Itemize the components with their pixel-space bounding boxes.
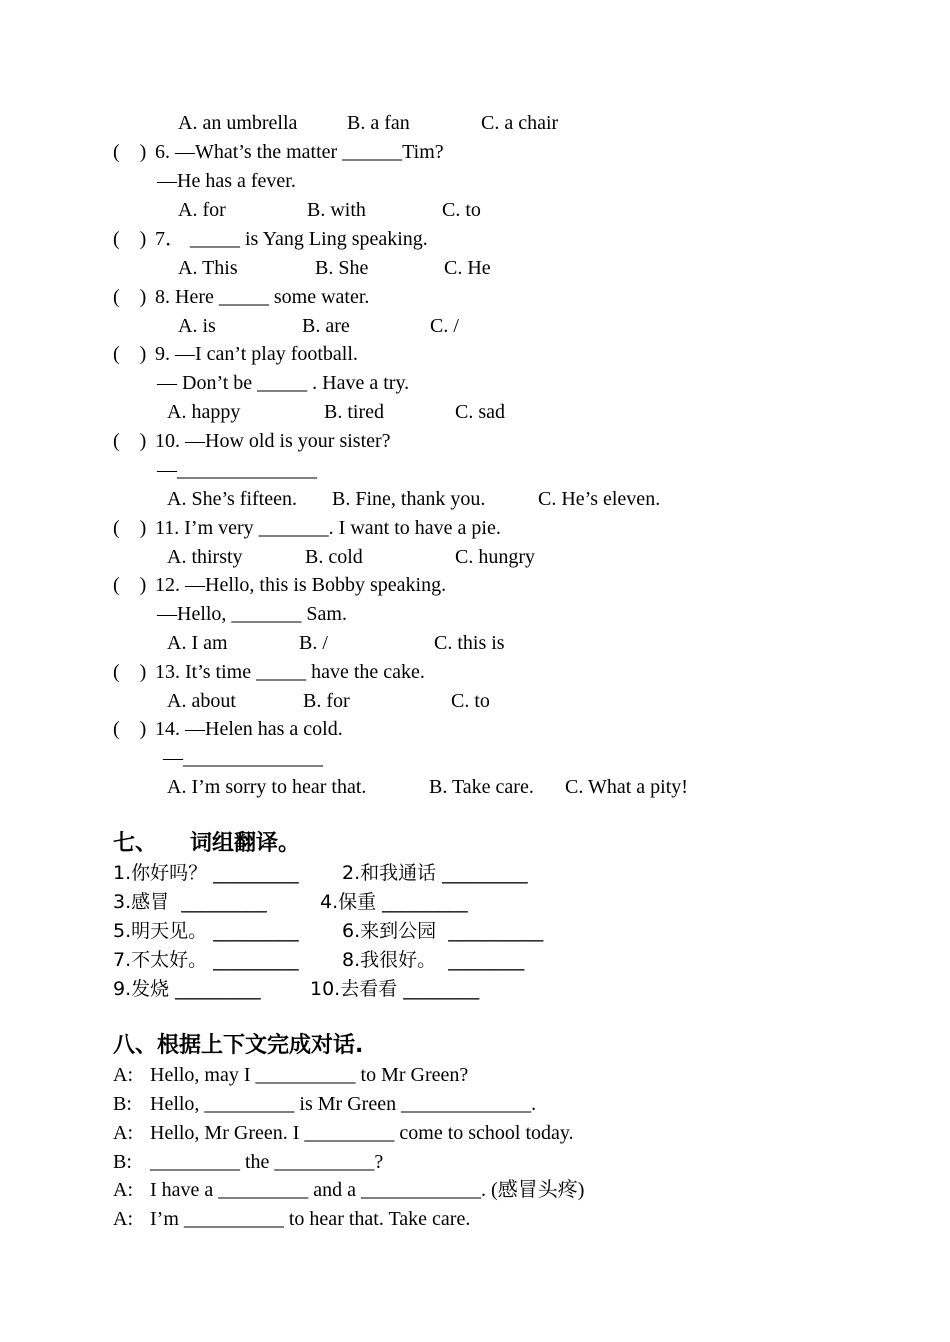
q13-option-c: C. to [451, 690, 490, 712]
q7-stem: 7． _____ is Yang Ling speaking. [155, 228, 428, 250]
q14-bracket: ( ) [113, 718, 147, 740]
dialogue-line-6: I’m __________ to hear that. Take care. [150, 1208, 471, 1230]
q11-stem: 11. I’m very _______. I want to have a pie. [155, 517, 501, 539]
q11-option-b: B. cold [305, 546, 363, 568]
q13-option-b: B. for [303, 690, 350, 712]
q14-option-a: A. I’m sorry to hear that. [167, 776, 367, 798]
q8-stem: 8. Here _____ some water. [155, 286, 370, 308]
translation-item-5: 5.明天见。 _________ [113, 920, 299, 942]
dialogue-line-1: Hello, may I __________ to Mr Green? [150, 1064, 469, 1086]
translation-item-6: 6.来到公园 __________ [342, 920, 544, 942]
q14-option-c: C. What a pity! [565, 776, 688, 798]
q7-bracket: ( ) [113, 228, 147, 250]
translation-item-8: 8.我很好。 ________ [342, 949, 525, 971]
q10-bracket: ( ) [113, 430, 147, 452]
translation-item-9: 9.发烧 _________ [113, 978, 261, 1000]
q12-option-c: C. this is [434, 632, 505, 654]
q9-option-c: C. sad [455, 401, 505, 423]
q7-option-c: C. He [444, 257, 491, 279]
dialogue-line-3: Hello, Mr Green. I _________ come to school today. [150, 1122, 574, 1144]
q12-bracket: ( ) [113, 574, 147, 596]
q9-bracket: ( ) [113, 343, 147, 365]
q10-option-a: A. She’s fifteen. [167, 488, 297, 510]
translation-item-7: 7.不太好。 _________ [113, 949, 299, 971]
dialogue-line-2: Hello, _________ is Mr Green _____________. [150, 1093, 537, 1115]
translation-item-1: 1.你好吗？ _________ [113, 862, 299, 884]
dialogue-speaker: A: [113, 1064, 133, 1086]
q11-option-c: C. hungry [455, 546, 535, 568]
q5-option-c: C. a chair [481, 112, 559, 134]
q8-option-b: B. are [302, 315, 350, 337]
q7-option-b: B. She [315, 257, 369, 279]
q12-line2: —Hello, _______ Sam. [157, 603, 347, 625]
q12-option-a: A. I am [167, 632, 228, 654]
dialogue-line-4: _________ the __________? [150, 1151, 384, 1173]
q14-stem: 14. —Helen has a cold. [155, 718, 343, 740]
dialogue-speaker: A: [113, 1208, 133, 1230]
q12-option-b: B. / [299, 632, 328, 654]
q12-stem: 12. —Hello, this is Bobby speaking. [155, 574, 447, 596]
q10-option-b: B. Fine, thank you. [332, 488, 486, 510]
q6-line2: —He has a fever. [157, 170, 296, 192]
q7-option-a: A. This [178, 257, 238, 279]
dialogue-speaker: A: [113, 1179, 133, 1201]
q5-option-b: B. a fan [347, 112, 410, 134]
translation-item-2: 2.和我通话 _________ [342, 862, 528, 884]
q6-option-c: C. to [442, 199, 481, 221]
q6-option-a: A. for [178, 199, 226, 221]
q11-option-a: A. thirsty [167, 546, 243, 568]
dialogue-speaker: A: [113, 1122, 133, 1144]
q14-line2: —______________ [163, 747, 323, 769]
q13-bracket: ( ) [113, 661, 147, 683]
dialogue-speaker: B: [113, 1151, 132, 1173]
q8-option-a: A. is [178, 315, 216, 337]
q6-option-b: B. with [307, 199, 366, 221]
q6-bracket: ( ) [113, 141, 147, 163]
q13-option-a: A. about [167, 690, 236, 712]
q9-option-b: B. tired [324, 401, 384, 423]
q9-option-a: A. happy [167, 401, 241, 423]
translation-item-4: 4.保重 _________ [320, 891, 468, 913]
q10-option-c: C. He’s eleven. [538, 488, 661, 510]
section8-heading: 八、根据上下文完成对话. [113, 1033, 364, 1058]
q6-stem: 6. —What’s the matter ______Tim? [155, 141, 444, 163]
dialogue-speaker: B: [113, 1093, 132, 1115]
section7-heading-number: 七、 [113, 831, 158, 856]
q14-option-b: B. Take care. [429, 776, 534, 798]
q9-stem: 9. —I can’t play football. [155, 343, 358, 365]
q8-bracket: ( ) [113, 286, 147, 308]
q9-line2: — Don’t be _____ . Have a try. [157, 372, 410, 394]
q10-line2: —______________ [157, 459, 317, 481]
section7-heading: 词组翻译。 [190, 831, 301, 856]
q11-bracket: ( ) [113, 517, 147, 539]
q13-stem: 13. It’s time _____ have the cake. [155, 661, 425, 683]
q10-stem: 10. —How old is your sister? [155, 430, 391, 452]
q8-option-c: C. / [430, 315, 459, 337]
q5-option-a: A. an umbrella [178, 112, 298, 134]
translation-item-10: 10.去看看 ________ [310, 978, 480, 1000]
translation-item-3: 3.感冒 _________ [113, 891, 267, 913]
dialogue-line-5: I have a _________ and a ____________. (感冒头疼) [150, 1179, 585, 1201]
